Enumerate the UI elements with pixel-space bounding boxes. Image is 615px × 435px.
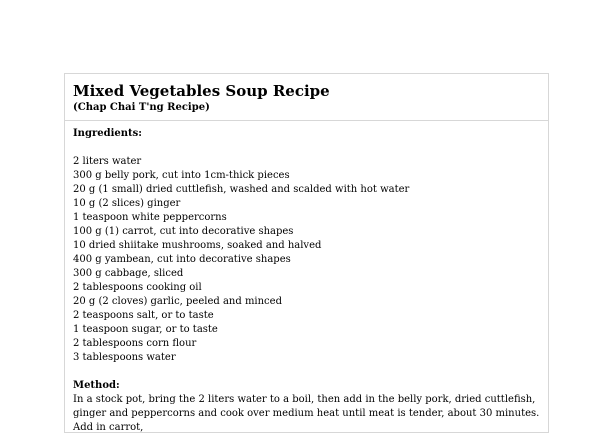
recipe-subtitle: (Chap Chai T'ng Recipe)	[73, 102, 210, 113]
ingredients-label: Ingredients:	[73, 128, 142, 139]
ingredient-item: 20 g (2 cloves) garlic, peeled and minced	[73, 296, 282, 307]
ingredient-item: 3 tablespoons water	[73, 352, 176, 363]
ingredient-item: 10 g (2 slices) ginger	[73, 198, 181, 209]
recipe-header	[65, 74, 548, 121]
ingredient-item: 10 dried shiitake mushrooms, soaked and halved	[73, 240, 322, 251]
ingredient-item: 300 g belly pork, cut into 1cm-thick pieces	[73, 170, 290, 181]
ingredient-item: 2 tablespoons cooking oil	[73, 282, 202, 293]
ingredient-item: 1 teaspoon white peppercorns	[73, 212, 227, 223]
ingredient-item: 2 tablespoons corn flour	[73, 338, 197, 349]
ingredients-list	[73, 155, 540, 365]
ingredient-item: 2 liters water	[73, 156, 142, 167]
method-label: Method:	[73, 380, 120, 391]
ingredient-item: 400 g yambean, cut into decorative shapes	[73, 254, 291, 265]
recipe-card	[64, 73, 549, 433]
ingredient-item: 100 g (1) carrot, cut into decorative shapes	[73, 226, 294, 237]
method-text: In a stock pot, bring the 2 liters water to a boil, then add in the belly pork, dried cuttlefish, ginger and peppercorns and cook over medium heat until meat is tender, about 30 minutes. Add in carrot,	[73, 394, 540, 433]
ingredient-item: 300 g cabbage, sliced	[73, 268, 184, 279]
recipe-body	[65, 127, 548, 435]
ingredient-item: 1 teaspoon sugar, or to taste	[73, 324, 218, 335]
recipe-title: Mixed Vegetables Soup Recipe	[73, 82, 330, 100]
ingredient-item: 2 teaspoons salt, or to taste	[73, 310, 214, 321]
ingredient-item: 20 g (1 small) dried cuttlefish, washed and scalded with hot water	[73, 184, 410, 195]
